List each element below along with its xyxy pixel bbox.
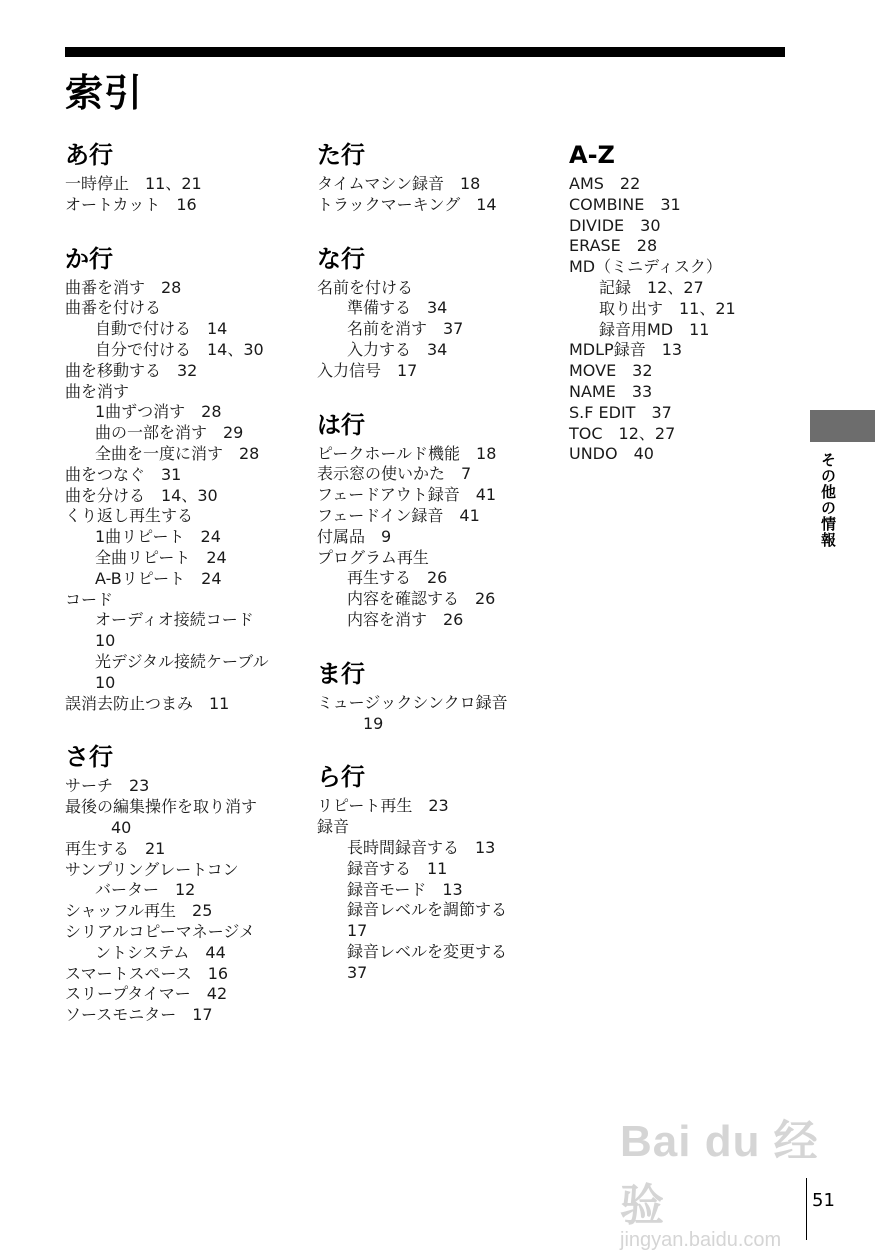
index-entry: コード <box>65 589 114 609</box>
index-entry: 全曲リピート 24 <box>95 547 227 567</box>
index-entry: バーター 12 <box>95 880 196 900</box>
section-heading: は行 <box>317 410 365 439</box>
section-heading: ら行 <box>317 763 365 792</box>
side-label: その他の情報 <box>819 452 837 548</box>
index-entry: ソースモニター 17 <box>65 1005 213 1025</box>
index-entry: トラックマーキング 14 <box>317 194 497 214</box>
index-entry: 録音 <box>317 817 350 837</box>
index-column-1 <box>65 138 305 1052</box>
index-entry: S.F EDIT 37 <box>569 402 672 422</box>
index-entry: 曲をつなぐ 31 <box>65 464 182 484</box>
index-entry: ミュージックシンクロ録音 <box>317 692 508 712</box>
index-entry: くり返し再生する <box>65 506 194 526</box>
index-entry: 光デジタル接続ケーブル <box>95 651 269 671</box>
index-entry: 録音する 11 <box>347 858 448 878</box>
index-entry: 曲を消す <box>65 381 130 401</box>
index-entry: DIVIDE 30 <box>569 215 661 235</box>
index-entry: 取り出す 11、21 <box>599 298 736 318</box>
index-entry: 録音レベルを調節する <box>347 900 508 920</box>
index-entry: 一時停止 11、21 <box>65 174 202 193</box>
page-number: 51 <box>812 1190 835 1211</box>
index-entry: 自分で付ける 14、30 <box>95 339 264 359</box>
section-heading: さ行 <box>65 743 113 772</box>
index-entry: 録音レベルを変更する <box>347 941 508 961</box>
index-entry: 入力信号 17 <box>317 360 418 380</box>
index-entry: 1曲リピート 24 <box>95 527 221 547</box>
index-column-3 <box>569 138 809 491</box>
index-section <box>317 138 557 216</box>
page-number-rule <box>806 1178 807 1240</box>
index-entry: 40 <box>111 817 132 837</box>
section-heading: か行 <box>65 244 113 273</box>
section-heading: た行 <box>317 141 365 169</box>
index-section <box>317 408 557 631</box>
index-entry: 録音モード 13 <box>347 879 463 899</box>
index-entry: スリープタイマー 42 <box>65 984 228 1004</box>
side-tab-marker <box>810 410 875 442</box>
index-column-2 <box>317 138 557 1010</box>
index-entry: AMS 22 <box>569 174 641 193</box>
top-rule <box>65 47 785 57</box>
index-entry: 入力する 34 <box>347 339 448 359</box>
index-entry: 名前を消す 37 <box>347 319 464 339</box>
index-entry: MDLP録音 13 <box>569 340 683 360</box>
watermark-url: jingyan.baidu.com <box>620 1229 782 1251</box>
index-entry: ントシステム 44 <box>95 942 226 962</box>
index-entry: 10 <box>95 672 116 692</box>
index-entry: 1曲ずつ消す 28 <box>95 402 222 422</box>
index-entry: プログラム再生 <box>317 547 429 567</box>
index-entry: サンプリングレートコン <box>65 859 239 879</box>
index-entry: 曲番を消す 28 <box>65 277 182 297</box>
index-entry: オートカット 16 <box>65 194 197 214</box>
section-heading: A-Z <box>569 141 615 169</box>
index-entry: 録音用MD 11 <box>599 319 710 339</box>
index-entry: 準備する 34 <box>347 298 448 318</box>
index-entry: MD（ミニディスク） <box>569 257 722 277</box>
index-entry: 再生する 26 <box>347 568 448 588</box>
page-title: 索引 <box>65 71 144 115</box>
watermark-logo: Bai du 经验 <box>620 1117 819 1230</box>
index-entry: NAME 33 <box>569 381 653 401</box>
index-entry: A-Bリピート 24 <box>95 568 222 588</box>
index-section <box>317 760 557 983</box>
index-entry: ERASE 28 <box>569 236 658 256</box>
index-entry: COMBINE 31 <box>569 194 681 214</box>
index-entry: スマートスペース 16 <box>65 963 229 983</box>
index-entry: 19 <box>363 713 384 733</box>
index-entry: 表示窓の使いかた 7 <box>317 464 472 484</box>
index-entry: 曲の一部を消す 29 <box>95 423 244 443</box>
index-section <box>65 138 305 216</box>
index-entry: フェードイン録音 41 <box>317 505 480 525</box>
index-section <box>317 657 557 735</box>
index-entry: 誤消去防止つまみ 11 <box>65 693 230 713</box>
index-entry: MOVE 32 <box>569 361 653 381</box>
index-section <box>569 138 809 465</box>
index-entry: シャッフル再生 25 <box>65 901 213 921</box>
section-heading: ま行 <box>317 659 365 688</box>
index-section <box>65 740 305 1026</box>
index-entry: 名前を付ける <box>317 277 414 297</box>
index-section <box>317 242 557 382</box>
index-entry: フェードアウト録音 41 <box>317 485 497 505</box>
index-entry: シリアルコピーマネージメ <box>65 921 255 941</box>
index-entry: 曲を分ける 14、30 <box>65 485 218 505</box>
section-heading: な行 <box>317 244 365 273</box>
index-entry: 自動で付ける 14 <box>95 319 228 339</box>
index-entry: 記録 12、27 <box>599 277 704 297</box>
index-entry: TOC 12、27 <box>569 423 676 443</box>
index-entry: 全曲を一度に消す 28 <box>95 443 260 463</box>
index-entry: 再生する 21 <box>65 838 166 858</box>
section-heading: あ行 <box>65 141 113 169</box>
index-entry: 10 <box>95 631 116 651</box>
index-entry: ピークホールド機能 18 <box>317 443 497 463</box>
index-entry: 内容を確認する 26 <box>347 589 496 609</box>
index-entry: 最後の編集操作を取り消す <box>65 797 258 817</box>
index-entry: 曲を移動する 32 <box>65 360 198 380</box>
index-entry: タイムマシン録音 18 <box>317 174 481 193</box>
index-entry: 付属品 9 <box>317 526 392 546</box>
index-entry: 37 <box>347 962 368 982</box>
index-entry: 長時間録音する 13 <box>347 837 496 857</box>
index-entry: サーチ 23 <box>65 776 150 796</box>
baidu-watermark <box>620 1105 820 1251</box>
index-entry: オーディオ接続コード <box>95 610 254 630</box>
index-entry: UNDO 40 <box>569 444 654 464</box>
index-entry: 曲番を付ける <box>65 298 162 318</box>
index-section <box>65 242 305 715</box>
index-entry: 内容を消す 26 <box>347 609 464 629</box>
index-entry: 17 <box>347 921 368 941</box>
index-entry: リピート再生 23 <box>317 796 449 816</box>
